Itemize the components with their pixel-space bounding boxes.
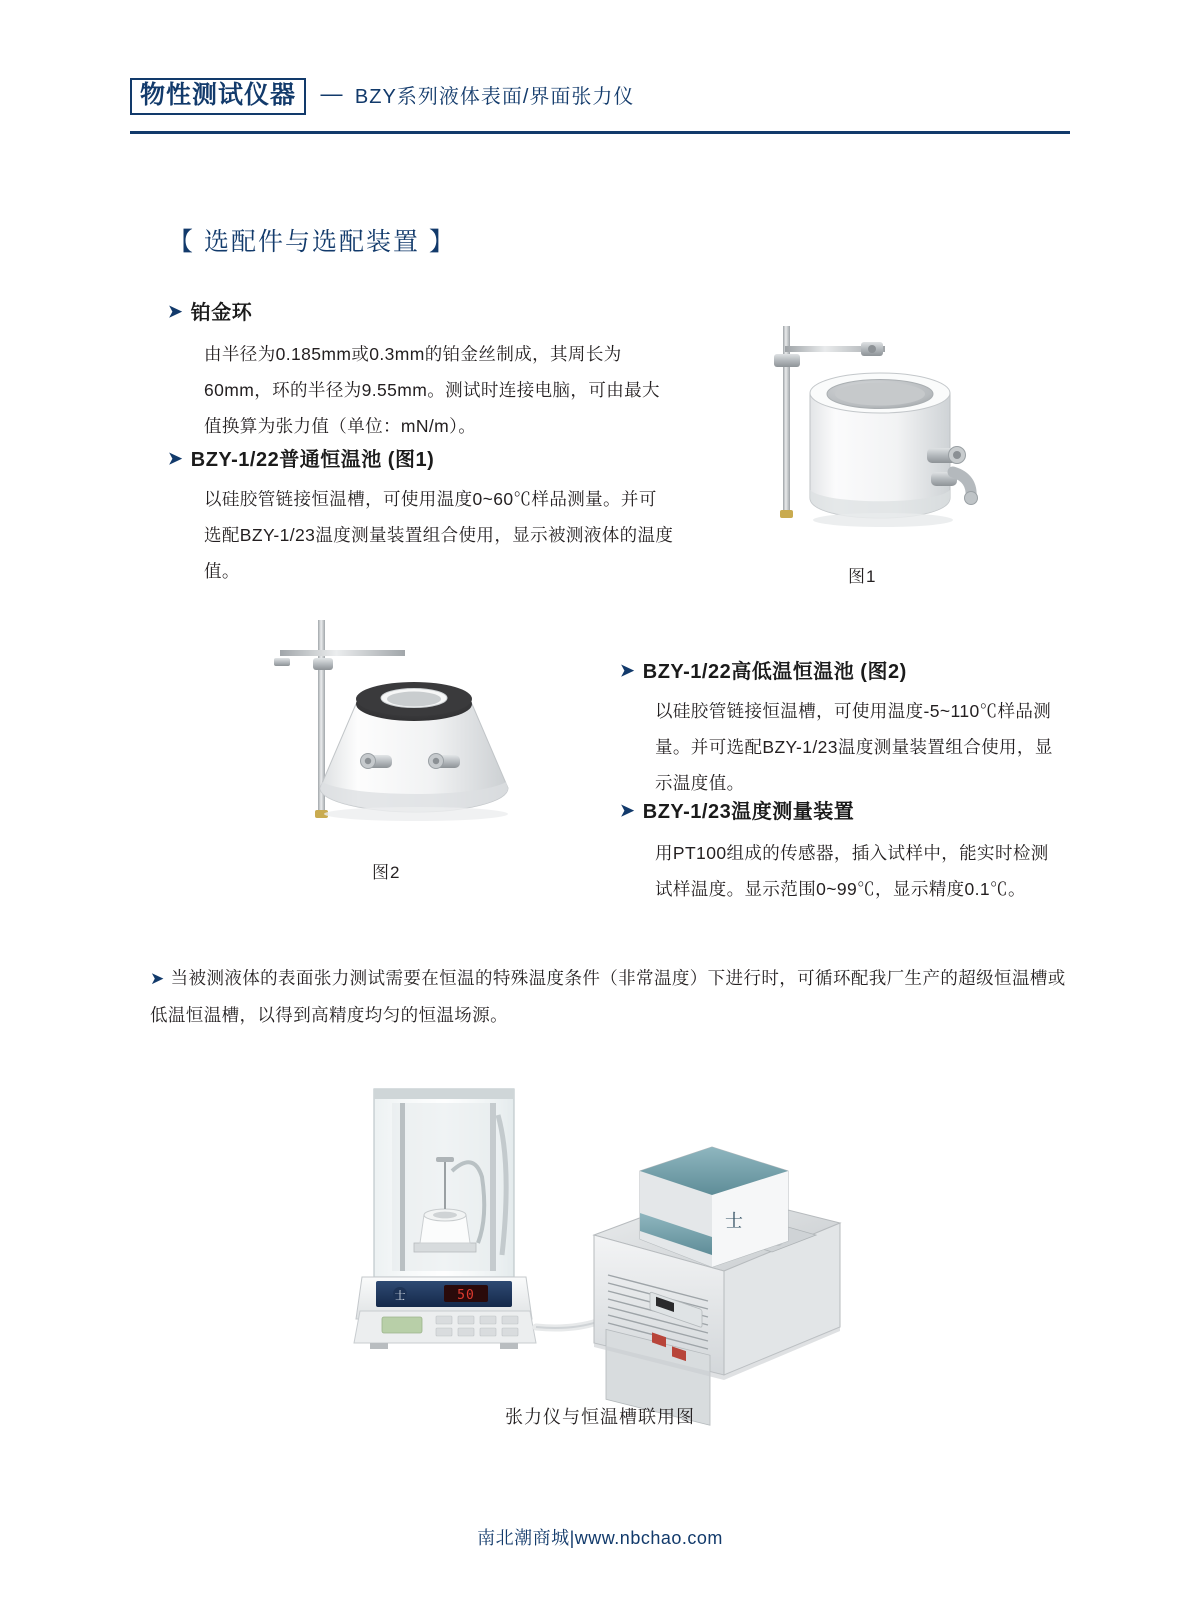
bullet-arrow-icon: ➤ bbox=[620, 661, 635, 680]
block-heading-temp-device bbox=[620, 795, 854, 824]
header-divider bbox=[130, 131, 1070, 134]
heading-text: BZY-1/22普通恒温池 (图1) bbox=[190, 449, 435, 471]
figure3-graphic bbox=[340, 1075, 860, 1385]
figure1-graphic bbox=[735, 320, 995, 550]
svg-text:士: 士 bbox=[725, 1211, 743, 1231]
block-heading-standard-pool bbox=[168, 443, 434, 472]
bullet-arrow-icon: ➤ bbox=[168, 302, 183, 321]
block-body-temp-device: 用PT100组成的传感器，插入试样中，能实时检测试样温度。显示范围0~99℃，显示精度0.1℃。 bbox=[655, 843, 1049, 899]
bullet-arrow-icon: ➤ bbox=[168, 449, 183, 468]
block-body-standard-pool: 以硅胶管链接恒温槽，可使用温度0~60℃样品测量。并可选配BZY-1/23温度测量装置组合使用，显示被测液体的温度值。 bbox=[204, 489, 674, 581]
header-subtitle: BZY系列液体表面/界面张力仪 bbox=[354, 86, 635, 108]
figure-standard-thermostatic-pool bbox=[735, 320, 995, 550]
figure3-caption: 张力仪与恒温槽联用图 bbox=[505, 1407, 695, 1427]
bullet-arrow-icon: ➤ bbox=[150, 969, 165, 988]
note-text: 当被测液体的表面张力测试需要在恒温的特殊温度条件（非常温度）下进行时，可循环配我厂生产的超级恒温槽或低温恒温槽，以得到高精度均匀的恒温场源。 bbox=[150, 968, 1066, 1025]
heading-text: 铂金环 bbox=[190, 302, 253, 324]
page-footer: 南北潮商城|www.nbchao.com bbox=[477, 1528, 723, 1548]
figure2-caption: 图2 bbox=[372, 863, 401, 882]
figure1-caption: 图1 bbox=[848, 567, 877, 586]
figure-hilo-thermostatic-pool bbox=[258, 612, 528, 842]
svg-text:50: 50 bbox=[457, 1288, 475, 1303]
page-header bbox=[130, 78, 1070, 132]
figure-tensiometer-with-bath bbox=[340, 1075, 860, 1385]
note-paragraph bbox=[150, 960, 1080, 1033]
figure2-graphic bbox=[258, 612, 528, 842]
bullet-arrow-icon: ➤ bbox=[620, 801, 635, 820]
heading-text: BZY-1/22高低温恒温池 (图2) bbox=[642, 661, 907, 683]
brand-badge: 物性测试仪器 bbox=[130, 78, 306, 115]
block-body-platinum-ring: 由半径为0.185mm或0.3mm的铂金丝制成，其周长为60mm，环的半径为9.55mm。测试时连接电脑，可由最大值换算为张力值（单位：mN/m）。 bbox=[204, 344, 660, 436]
svg-text:士: 士 bbox=[394, 1290, 406, 1302]
section-title: 【 选配件与选配装置 】 bbox=[168, 228, 456, 256]
block-heading-platinum-ring bbox=[168, 296, 252, 325]
header-dash: — bbox=[320, 80, 343, 106]
block-body-hilo-pool: 以硅胶管链接恒温槽，可使用温度-5~110℃样品测量。并可选配BZY-1/23温度测量装置组合使用，显示温度值。 bbox=[655, 701, 1053, 793]
block-heading-hilo-pool bbox=[620, 655, 907, 684]
heading-text: BZY-1/23温度测量装置 bbox=[642, 801, 855, 823]
